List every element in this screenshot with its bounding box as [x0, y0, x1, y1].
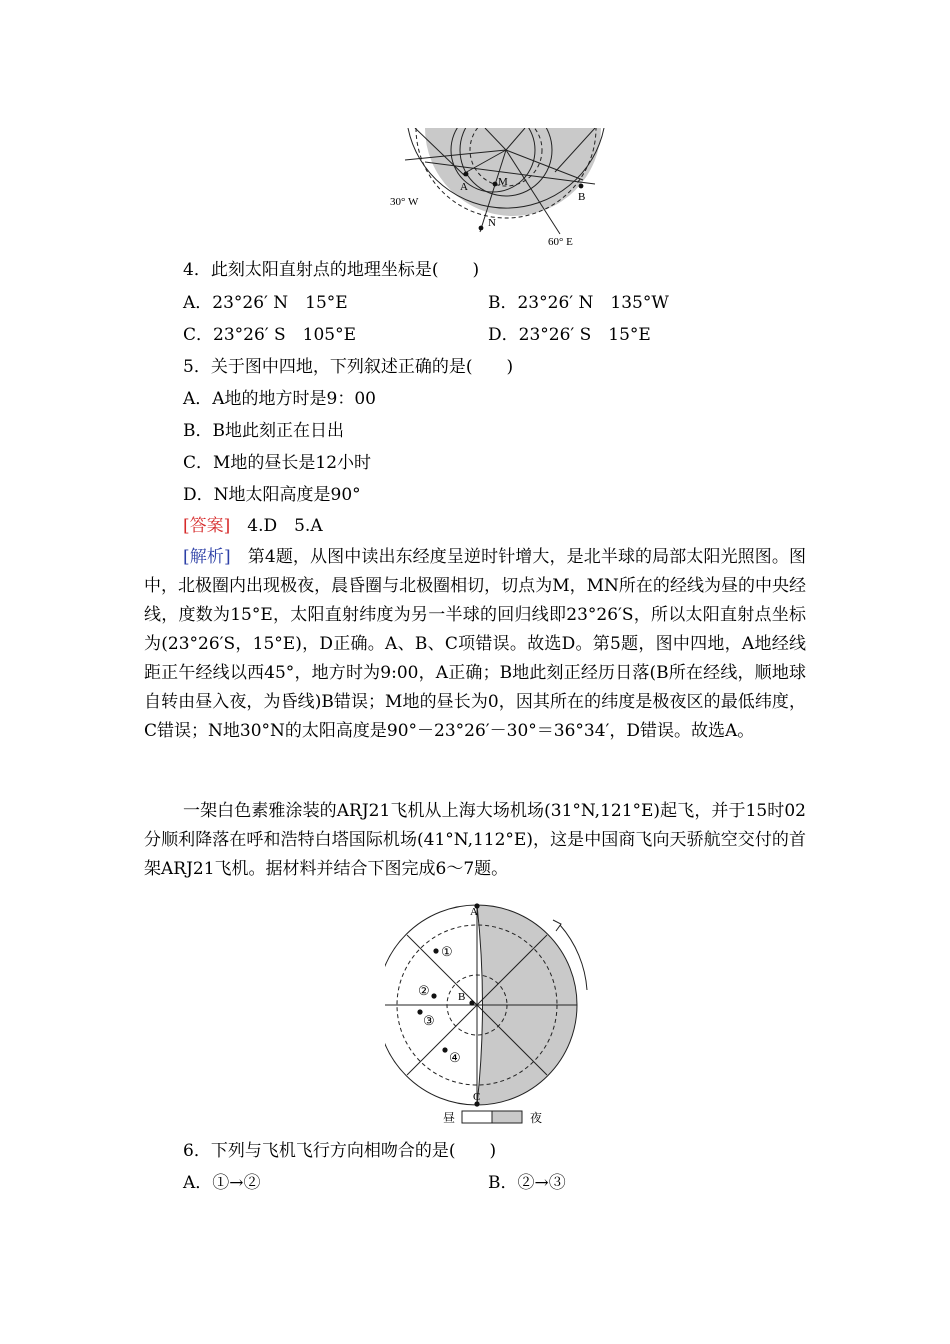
point-n-dot	[479, 226, 484, 231]
point-2-dot	[431, 993, 436, 998]
q6-option-b: B．②→③	[488, 1173, 566, 1193]
legend-night-swatch	[492, 1111, 522, 1123]
analysis-text: 第4题，从图中读出东经度呈逆时针增大，是北半球的局部太阳光照图。图中，北极圈内出现极夜，晨昏圈与北极圈相切，切点为M，MN所在的经线为昼的中央经线，度数为15°E，太阳直射纬度为另一半球的回归线即23°26′S，所以太阳直射点坐标为(23°26′S，15°E)，D正确。A、B、C项错误。故选D。第5题，图中四地，A地经线距正午经线以西45°，地方时为9:00，A正确；B地此刻正经历日落(B所在经线，顺地球自转由昼入夜，为昏线)B错误；M地的昼长为0，因其所在的纬度是极夜区的最低纬度，C错误；N地30°N的太阳高度是90°－23°26′－30°＝36°34′，D错误。故选A。	[144, 547, 806, 741]
legend-night-label: 夜	[530, 1111, 543, 1125]
point-a-dot	[464, 172, 469, 177]
label-60e: 60° E	[548, 236, 573, 248]
label-3: ③	[423, 1013, 435, 1028]
label-4: ④	[449, 1050, 461, 1065]
q5-option-d: D．N地太阳高度是90°	[183, 485, 361, 505]
point-b-dot	[579, 184, 584, 189]
legend-day-label: 昼	[443, 1111, 456, 1125]
answer-text: 4.D 5.A	[230, 516, 323, 536]
label-a: A	[470, 906, 478, 918]
label-b: B	[458, 991, 466, 1003]
figure-1-polar-diagram	[385, 122, 610, 252]
label-n: N	[488, 217, 496, 229]
analysis-label: [解析]	[183, 547, 231, 567]
q5-stem: 5．关于图中四地，下列叙述正确的是( )	[183, 357, 514, 377]
label-2: ②	[418, 983, 430, 998]
q4-option-b: B．23°26′ N 135°W	[488, 293, 669, 313]
point-m-dot	[493, 182, 498, 187]
label-30w: 30° W	[390, 196, 419, 208]
figure-2-polar-diagram	[385, 900, 605, 1128]
label-c: C	[473, 1091, 481, 1103]
q5-option-a: A．A地的地方时是9：00	[183, 389, 377, 409]
q6-stem: 6．下列与飞机飞行方向相吻合的是( )	[183, 1141, 497, 1161]
q5-option-c: C．M地的昼长是12小时	[183, 453, 372, 473]
label-b: B	[578, 191, 586, 203]
point-3-dot	[417, 1009, 422, 1014]
q6-option-a: A．①→②	[183, 1173, 261, 1193]
label-m: M	[498, 176, 508, 188]
q5-option-b: B．B地此刻正在日出	[183, 421, 344, 441]
legend-day-swatch	[462, 1111, 492, 1123]
answer-line	[183, 514, 323, 538]
point-b-dot	[469, 1000, 474, 1005]
q4-option-a: A．23°26′ N 15°E	[183, 293, 348, 313]
label-1: ①	[441, 944, 453, 959]
point-1-dot	[433, 948, 438, 953]
point-4-dot	[442, 1047, 447, 1052]
analysis-paragraph	[144, 543, 806, 746]
label-a: A	[460, 181, 468, 193]
q4-stem: 4．此刻太阳直射点的地理坐标是( )	[183, 260, 480, 280]
q4-option-d: D．23°26′ S 15°E	[488, 325, 651, 345]
q4-option-c: C．23°26′ S 105°E	[183, 325, 357, 345]
material-paragraph: 一架白色素雅涂装的ARJ21飞机从上海大场机场(31°N,121°E)起飞，并于15时02分顺利降落在呼和浩特白塔国际机场(41°N,112°E)，这是中国商飞向天骄航空交付的首架ARJ21飞机。据材料并结合下图完成6～7题。	[144, 801, 806, 879]
answer-label: [答案]	[183, 516, 231, 536]
